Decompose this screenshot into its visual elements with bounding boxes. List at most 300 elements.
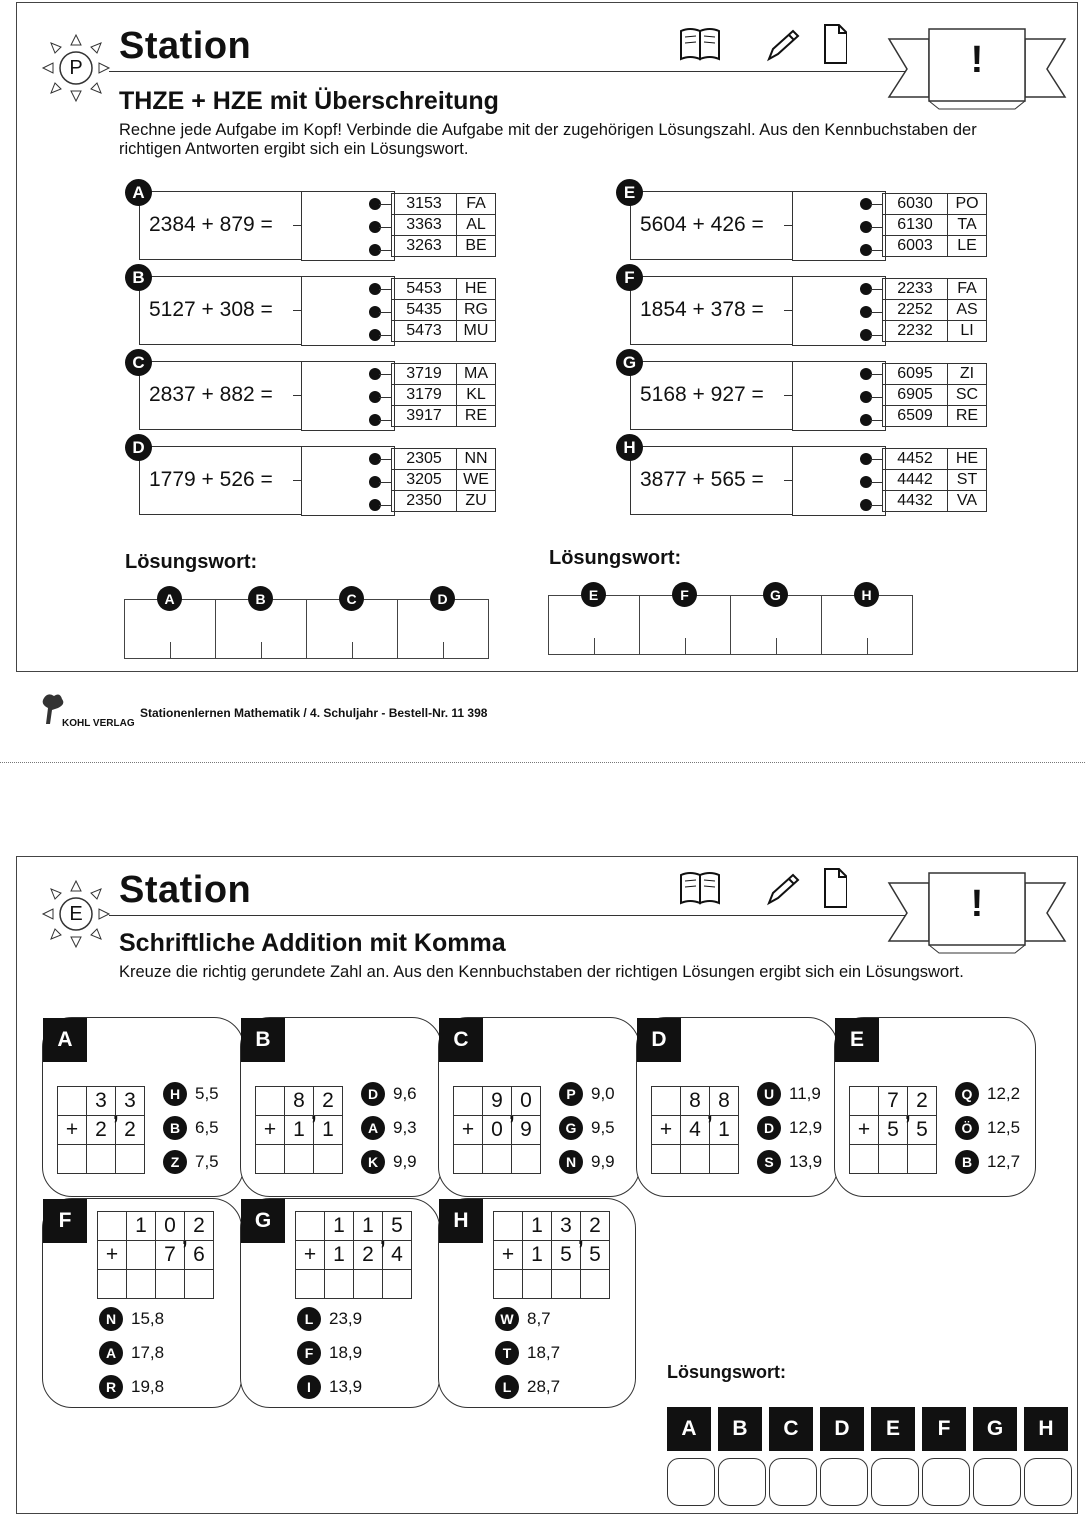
option-number: 6003: [883, 236, 948, 257]
option-number: 2350: [392, 491, 457, 512]
option-value: 13,9: [789, 1152, 823, 1171]
answer-option[interactable]: [297, 1375, 362, 1399]
grid-digit: 6: [185, 1241, 214, 1270]
answer-cell[interactable]: [512, 1145, 541, 1174]
solution-options: [391, 193, 496, 257]
problem-g: [616, 352, 1006, 441]
solution-letter-header: C: [769, 1407, 813, 1451]
answer-option[interactable]: [361, 1150, 417, 1174]
grid-digit: 5: [383, 1212, 412, 1241]
task-letter: E: [835, 1018, 879, 1062]
option-number: 5435: [392, 300, 457, 321]
answer-option[interactable]: [361, 1082, 417, 1106]
problem-d: [125, 437, 515, 526]
solution-option: [883, 194, 987, 215]
option-code: TA: [948, 215, 987, 236]
publisher-logo: KOHL VERLAG: [62, 718, 135, 729]
option-code-badge: I: [297, 1375, 321, 1399]
grid-digit: 3: [87, 1087, 116, 1116]
problem-f: [616, 267, 1006, 356]
grid-digit: 5: [908, 1116, 937, 1145]
option-code-badge: W: [495, 1307, 519, 1331]
answer-option[interactable]: [163, 1150, 219, 1174]
grid-digit: 8: [681, 1087, 710, 1116]
option-code: RG: [457, 300, 496, 321]
solution-input-box[interactable]: [922, 1458, 970, 1506]
option-value: 12,5: [987, 1118, 1021, 1137]
option-code-badge: Q: [955, 1082, 979, 1106]
answer-cell[interactable]: [285, 1145, 314, 1174]
solution-cell[interactable]: [639, 586, 730, 654]
station-letter: P: [69, 57, 83, 79]
solution-option: [392, 385, 496, 406]
option-code: WE: [457, 470, 496, 491]
solution-label: Lösungswort:: [667, 1362, 786, 1382]
answer-cell[interactable]: [156, 1270, 185, 1299]
option-value: 13,9: [329, 1377, 363, 1396]
station-title: Station: [119, 869, 252, 911]
option-number: 3263: [392, 236, 457, 257]
instruction: Kreuze die richtig gerundete Zahl an. Aus den Kennbuchstaben der richtigen Lösungen ergibt sich ein Lösungswort.: [119, 963, 964, 981]
answer-cell[interactable]: [116, 1145, 145, 1174]
answer-cell[interactable]: [354, 1270, 383, 1299]
option-number: 4442: [883, 470, 948, 491]
grid-digit: 2: [908, 1087, 937, 1116]
addition-grid: [849, 1086, 937, 1174]
solution-letter-badge: G: [763, 582, 788, 607]
option-value: 12,9: [789, 1118, 823, 1137]
grid-digit: 1: [127, 1212, 156, 1241]
addition-grid: [97, 1211, 214, 1299]
problem-letter-badge: C: [125, 349, 152, 376]
addition-grid: [295, 1211, 412, 1299]
option-value: 8,7: [527, 1309, 551, 1328]
answer-cell[interactable]: [523, 1270, 552, 1299]
grid-digit: 2: [314, 1087, 343, 1116]
decimal-comma-icon: ,: [311, 1102, 317, 1124]
answer-option[interactable]: [99, 1307, 164, 1331]
answer-cell[interactable]: [296, 1270, 325, 1299]
option-code: ST: [948, 470, 987, 491]
solution-option: [392, 215, 496, 236]
grid-digit: +: [98, 1241, 127, 1270]
solution-letter-badge: A: [157, 586, 182, 611]
footer: [36, 690, 488, 730]
solution-options: [391, 278, 496, 342]
solution-options: [882, 448, 987, 512]
problem-expression: 1854 + 378 =: [640, 298, 764, 321]
answer-option[interactable]: [757, 1150, 822, 1174]
option-value: 5,5: [195, 1084, 219, 1103]
option-value: 9,9: [393, 1152, 417, 1171]
task-e: [834, 1017, 1036, 1197]
option-code: SC: [948, 385, 987, 406]
grid-digit: 5: [581, 1241, 610, 1270]
option-number: 3917: [392, 406, 457, 427]
solution-option: [883, 470, 987, 491]
solution-label-right: Lösungswort:: [549, 547, 682, 569]
answer-cell[interactable]: [98, 1270, 127, 1299]
option-value: 18,9: [329, 1343, 363, 1362]
solution-option: [883, 279, 987, 300]
answer-option[interactable]: [163, 1082, 219, 1106]
solution-input-box[interactable]: [973, 1458, 1021, 1506]
grid-digit: [850, 1087, 879, 1116]
task-h: [438, 1198, 636, 1408]
option-code-badge: P: [559, 1082, 583, 1106]
solution-input-box[interactable]: [667, 1458, 715, 1506]
problem-expression: 3877 + 565 =: [640, 468, 764, 491]
option-code: MA: [457, 364, 496, 385]
subtitle: THZE + HZE mit Überschreitung: [119, 87, 499, 115]
solution-letter-header: H: [1024, 1407, 1068, 1451]
grid-digit: 8: [285, 1087, 314, 1116]
task-letter: B: [241, 1018, 285, 1062]
grid-digit: [58, 1087, 87, 1116]
addition-grid: [453, 1086, 541, 1174]
cut-line: [0, 762, 1085, 763]
answer-cell[interactable]: [879, 1145, 908, 1174]
grid-digit: 0: [483, 1116, 512, 1145]
option-value: 12,2: [987, 1084, 1021, 1103]
task-f: [42, 1198, 242, 1408]
problem-h: [616, 437, 1006, 526]
answer-option[interactable]: [955, 1082, 1020, 1106]
problem-expression: 1779 + 526 =: [149, 468, 273, 491]
grid-digit: 1: [314, 1116, 343, 1145]
problem-expression: 2837 + 882 =: [149, 383, 273, 406]
grid-digit: 8: [710, 1087, 739, 1116]
solution-cell[interactable]: [549, 586, 639, 654]
option-number: 2233: [883, 279, 948, 300]
problem-letter-badge: D: [125, 434, 152, 461]
solution-letter-header: A: [667, 1407, 711, 1451]
task-c: [438, 1017, 640, 1197]
grid-digit: 9: [483, 1087, 512, 1116]
answer-cell[interactable]: [314, 1145, 343, 1174]
option-code: HE: [948, 449, 987, 470]
solution-option: [883, 364, 987, 385]
option-number: 4432: [883, 491, 948, 512]
problem-a: [125, 182, 515, 271]
option-code-badge: F: [297, 1341, 321, 1365]
option-value: 17,8: [131, 1343, 165, 1362]
option-number: 2252: [883, 300, 948, 321]
answer-cell[interactable]: [552, 1270, 581, 1299]
solution-letter-badge: E: [581, 582, 606, 607]
answer-cell[interactable]: [127, 1270, 156, 1299]
option-number: 5473: [392, 321, 457, 342]
answer-option[interactable]: [361, 1116, 417, 1140]
grid-digit: 3: [552, 1212, 581, 1241]
problem-c: [125, 352, 515, 441]
grid-digit: 7: [879, 1087, 908, 1116]
solution-input-box[interactable]: [718, 1458, 766, 1506]
option-code: HE: [457, 279, 496, 300]
addition-grid: [255, 1086, 343, 1174]
task-letter: F: [43, 1199, 87, 1243]
option-value: 11,9: [789, 1084, 821, 1103]
solution-input-box[interactable]: [820, 1458, 868, 1506]
answer-cell[interactable]: [710, 1145, 739, 1174]
problem-b: [125, 267, 515, 356]
option-number: 3719: [392, 364, 457, 385]
option-code-badge: L: [297, 1307, 321, 1331]
grid-digit: 1: [523, 1241, 552, 1270]
answer-option[interactable]: [99, 1341, 164, 1365]
option-code: LE: [948, 236, 987, 257]
addition-grid: [57, 1086, 145, 1174]
solution-option: [392, 491, 496, 512]
solution-cell[interactable]: [306, 590, 397, 658]
solution-cell[interactable]: [821, 586, 912, 654]
option-code: RE: [457, 406, 496, 427]
solution-letter-badge: F: [672, 582, 697, 607]
grid-digit: [454, 1087, 483, 1116]
solution-word-right: [548, 586, 913, 655]
option-code-badge: Ö: [955, 1116, 979, 1140]
solution-letter-badge: B: [248, 586, 273, 611]
option-value: 28,7: [527, 1377, 561, 1396]
station-card-p: [16, 2, 1078, 672]
option-number: 6509: [883, 406, 948, 427]
grid-digit: +: [850, 1116, 879, 1145]
answer-cell[interactable]: [581, 1270, 610, 1299]
answer-option[interactable]: [955, 1116, 1020, 1140]
answer-option[interactable]: [297, 1341, 362, 1365]
grid-digit: [256, 1087, 285, 1116]
solution-input-box[interactable]: [769, 1458, 817, 1506]
option-number: 5453: [392, 279, 457, 300]
option-code-badge: G: [559, 1116, 583, 1140]
answer-cell[interactable]: [652, 1145, 681, 1174]
solution-option: [392, 470, 496, 491]
title-rule: [109, 915, 909, 916]
banner-mark: !: [970, 883, 984, 925]
option-value: 9,3: [393, 1118, 417, 1137]
option-code-badge: H: [163, 1082, 187, 1106]
answer-cell[interactable]: [58, 1145, 87, 1174]
option-code-badge: A: [361, 1116, 385, 1140]
banner-mark: !: [970, 39, 984, 81]
option-value: 12,7: [987, 1152, 1021, 1171]
solution-options: [882, 363, 987, 427]
option-number: 4452: [883, 449, 948, 470]
solution-option: [392, 236, 496, 257]
answer-option[interactable]: [559, 1082, 615, 1106]
task-letter: A: [43, 1018, 87, 1062]
station-letter: E: [69, 903, 83, 925]
decimal-comma-icon: ,: [905, 1102, 911, 1124]
option-value: 9,9: [591, 1152, 615, 1171]
answer-cell[interactable]: [681, 1145, 710, 1174]
decimal-comma-icon: ,: [380, 1227, 386, 1249]
grid-digit: 3: [116, 1087, 145, 1116]
option-code: FA: [948, 279, 987, 300]
answer-cell[interactable]: [87, 1145, 116, 1174]
answer-cell[interactable]: [494, 1270, 523, 1299]
grid-digit: 2: [581, 1212, 610, 1241]
solution-option: [392, 449, 496, 470]
task-b: [240, 1017, 442, 1197]
solution-letter-badge: D: [430, 586, 455, 611]
grid-digit: +: [454, 1116, 483, 1145]
option-number: 3179: [392, 385, 457, 406]
grid-digit: 2: [354, 1241, 383, 1270]
option-number: 3153: [392, 194, 457, 215]
option-code: LI: [948, 321, 987, 342]
answer-cell[interactable]: [325, 1270, 354, 1299]
option-code: BE: [457, 236, 496, 257]
solution-letter-header: G: [973, 1407, 1017, 1451]
toolbar-icons: [677, 21, 847, 67]
answer-cell[interactable]: [850, 1145, 879, 1174]
solution-option: [392, 300, 496, 321]
option-code-badge: L: [495, 1375, 519, 1399]
solution-option: [392, 406, 496, 427]
decimal-comma-icon: ,: [113, 1102, 119, 1124]
option-value: 9,0: [591, 1084, 615, 1103]
solution-option: [883, 236, 987, 257]
grid-digit: [127, 1241, 156, 1270]
problem-expression: 2384 + 879 =: [149, 213, 273, 236]
grid-digit: 4: [383, 1241, 412, 1270]
option-code-badge: U: [757, 1082, 781, 1106]
option-code: FA: [457, 194, 496, 215]
option-code-badge: A: [99, 1341, 123, 1365]
solution-option: [392, 321, 496, 342]
decimal-comma-icon: ,: [509, 1102, 515, 1124]
decimal-comma-icon: ,: [182, 1227, 188, 1249]
option-value: 9,6: [393, 1084, 417, 1103]
footer-text: Stationenlernen Mathematik / 4. Schuljahr - Bestell-Nr. 11 398: [140, 706, 488, 720]
answer-option[interactable]: [297, 1307, 362, 1331]
answer-option[interactable]: [955, 1150, 1020, 1174]
solution-letter-header: E: [871, 1407, 915, 1451]
grid-digit: 1: [285, 1116, 314, 1145]
instruction: Rechne jede Aufgabe im Kopf! Verbinde die Aufgabe mit der zugehörigen Lösungszahl. Aus den Kennbuchstaben der richtigen Antworten ergibt sich ein Lösungswort.: [119, 121, 977, 158]
grid-digit: +: [256, 1116, 285, 1145]
option-value: 9,5: [591, 1118, 615, 1137]
solution-cell[interactable]: [125, 590, 215, 658]
problem-letter-badge: H: [616, 434, 643, 461]
solution-option: [392, 279, 496, 300]
option-code-badge: Z: [163, 1150, 187, 1174]
option-code: AL: [457, 215, 496, 236]
answer-option[interactable]: [495, 1307, 551, 1331]
grid-digit: +: [296, 1241, 325, 1270]
answer-cell[interactable]: [483, 1145, 512, 1174]
problem-e: [616, 182, 1006, 271]
grid-digit: 0: [512, 1087, 541, 1116]
title-rule: [109, 71, 909, 72]
grid-digit: 0: [156, 1212, 185, 1241]
addition-grid: [493, 1211, 610, 1299]
option-code-badge: B: [955, 1150, 979, 1174]
pencil-icon: [769, 31, 798, 59]
answer-option[interactable]: [495, 1341, 560, 1365]
document-icon: [825, 25, 847, 63]
solution-option: [883, 321, 987, 342]
toolbar-icons: [677, 865, 847, 911]
grid-digit: 2: [116, 1116, 145, 1145]
solution-option: [392, 194, 496, 215]
book-icon: [681, 29, 719, 59]
answer-option[interactable]: [559, 1150, 615, 1174]
grid-digit: 1: [354, 1212, 383, 1241]
answer-cell[interactable]: [185, 1270, 214, 1299]
solution-word-left: [124, 590, 489, 659]
grid-digit: +: [58, 1116, 87, 1145]
option-value: 19,8: [131, 1377, 165, 1396]
solution-input-box[interactable]: [871, 1458, 919, 1506]
answer-option[interactable]: [495, 1375, 560, 1399]
problem-expression: 5604 + 426 =: [640, 213, 764, 236]
grid-digit: [494, 1212, 523, 1241]
solution-option: [883, 406, 987, 427]
answer-option[interactable]: [163, 1116, 219, 1140]
station-title: Station: [119, 25, 252, 67]
solution-letter-header: B: [718, 1407, 762, 1451]
option-code: RE: [948, 406, 987, 427]
solution-cell[interactable]: [215, 590, 306, 658]
answer-option[interactable]: [559, 1116, 615, 1140]
answer-option[interactable]: [757, 1116, 822, 1140]
grid-digit: 1: [325, 1241, 354, 1270]
option-value: 7,5: [195, 1152, 219, 1171]
solution-option: [883, 491, 987, 512]
problem-letter-badge: B: [125, 264, 152, 291]
solution-option: [883, 215, 987, 236]
answer-option[interactable]: [757, 1082, 821, 1106]
grid-digit: +: [652, 1116, 681, 1145]
problem-letter-badge: A: [125, 179, 152, 206]
answer-cell[interactable]: [256, 1145, 285, 1174]
answer-cell[interactable]: [908, 1145, 937, 1174]
problem-letter-badge: G: [616, 349, 643, 376]
solution-option: [883, 385, 987, 406]
solution-options: [391, 363, 496, 427]
solution-letter-header: D: [820, 1407, 864, 1451]
option-code: MU: [457, 321, 496, 342]
solution-input-box[interactable]: [1024, 1458, 1072, 1506]
answer-cell[interactable]: [454, 1145, 483, 1174]
task-a: [42, 1017, 244, 1197]
answer-cell[interactable]: [383, 1270, 412, 1299]
option-code: VA: [948, 491, 987, 512]
grid-digit: 2: [185, 1212, 214, 1241]
solution-cell[interactable]: [397, 590, 488, 658]
option-code: ZU: [457, 491, 496, 512]
solution-option: [883, 449, 987, 470]
answer-option[interactable]: [99, 1375, 164, 1399]
task-g: [240, 1198, 440, 1408]
grid-digit: [98, 1212, 127, 1241]
grid-digit: 1: [710, 1116, 739, 1145]
option-number: 3363: [392, 215, 457, 236]
option-number: 2232: [883, 321, 948, 342]
solution-options: [391, 448, 496, 512]
option-value: 23,9: [329, 1309, 363, 1328]
task-letter: G: [241, 1199, 285, 1243]
solution-cell[interactable]: [730, 586, 821, 654]
option-number: 3205: [392, 470, 457, 491]
option-code-badge: N: [559, 1150, 583, 1174]
option-value: 18,7: [527, 1343, 561, 1362]
grid-digit: 7: [156, 1241, 185, 1270]
solution-letter-badge: C: [339, 586, 364, 611]
decimal-comma-icon: ,: [707, 1102, 713, 1124]
